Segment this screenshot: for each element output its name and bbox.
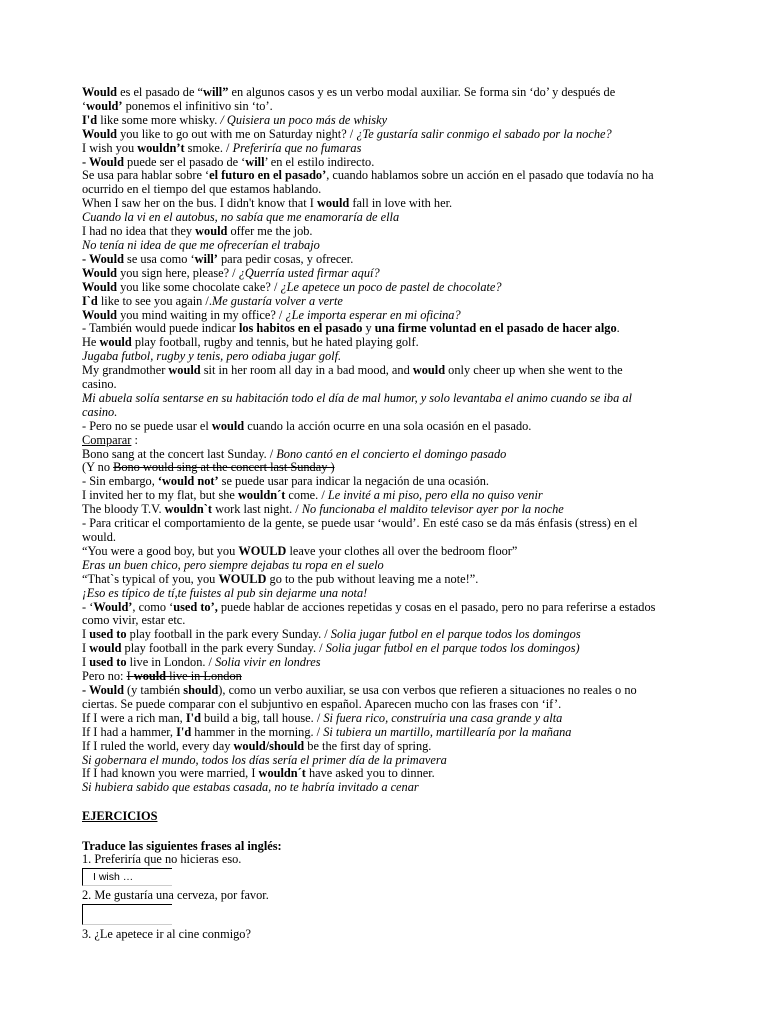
text-line [82,86,686,100]
text-span: you like some chocolate cake? / [117,279,281,294]
bold-span: would [99,335,132,350]
text-span: only cheer up when she went to the [445,363,623,378]
text-span: offer me the job. [227,224,313,239]
text-span: have asked you to dinner. [305,766,435,781]
italic-span: Jugaba futbol, rugby y tenis, pero odiaba jugar golf. [82,349,342,364]
text-span: go to the pub without leaving me a note!”. [266,571,479,586]
bold-span: Would’ [93,599,133,614]
answer-field-1[interactable]: I wish … [82,868,172,886]
text-line [82,309,686,323]
text-line [82,169,686,183]
bold-span: would [89,641,122,656]
text-span: hammer in the morning. / [191,724,324,739]
italic-span: Si hubiera sabido que estabas casada, no te habría invitado a cenar [82,780,419,795]
text-line [82,559,686,573]
text-line [82,712,686,726]
bold-span: would [211,418,245,433]
text-span: . [616,321,620,336]
text-span: My grandmother [82,363,169,378]
answer-field-2[interactable] [82,904,172,925]
bold-span: wouldn`t [164,502,212,517]
italic-span: casino. [82,404,118,419]
text-span: Pero no: [82,669,127,684]
text-line [82,128,686,142]
bold-span: Would [82,279,117,294]
italic-span: ¿Querría usted firmar aquí? [238,265,380,280]
text-line [82,267,686,281]
text-span: I [82,627,90,642]
bold-span: would’ [86,98,123,113]
text-span: I [82,655,90,670]
italic-span: Eras un buen chico, pero siempre dejabas tu ropa en el suelo [82,557,384,572]
text-span: “That`s typical of you, you [82,571,219,586]
bold-span: I'd [176,724,192,739]
text-span: se puede usar para indicar la negación de una ocasión. [218,474,490,489]
bold-span: I'd [185,710,201,725]
text-line [82,573,686,587]
bold-span: would [168,363,201,378]
italic-span: No funcionaba el maldito televisor ayer por la noche [301,502,564,517]
bold-span: una firme voluntad en el pasado de hacer algo [374,321,617,336]
text-span: “You were a good boy, but you [82,543,239,558]
text-line [82,420,686,434]
bold-span: will [245,154,265,169]
bold-span: would [195,224,228,239]
text-span: I invited her to my flat, but she [82,488,238,503]
strikethrough-span: Bono would sing at the concert last Sunday ) [113,460,335,475]
text-line [82,295,686,309]
exercise-prompt-1: 1. Preferiría que no hicieras eso. [82,852,242,867]
italic-span: / Quisiera un poco más de whisky [220,112,388,127]
bold-span: WOULD [238,543,287,558]
text-line [82,100,686,114]
text-line [82,670,686,684]
text-span: (Y no [82,460,114,475]
bold-span: ‘would not’ [157,474,219,489]
bold-span: used to [89,627,127,642]
text-span: I wish you [82,140,138,155]
bold-span: I'd [82,112,98,127]
text-span: like some more whisky. [97,112,221,127]
text-line [82,656,686,670]
italic-span: Solia vivir en londres [215,655,321,670]
bold-span: will’ [194,251,218,266]
bold-span: - Would [82,154,124,169]
italic-span: Cuando la vi en el autobus, no sabía que me enamoraría de ella [82,210,400,225]
text-span: smoke. / [184,140,233,155]
text-span: you mind waiting in my office? / [117,307,286,322]
text-line [82,392,686,406]
italic-span: No tenía ni idea de que me ofrecerían el trabajo [82,237,320,252]
text-span: es el pasado de “ [117,85,204,99]
text-line [82,378,686,392]
bold-span: would/should [233,738,305,753]
bold-span: Would [82,85,117,99]
text-span: you sign here, please? / [117,265,239,280]
text-line [82,434,686,448]
text-line [82,322,686,336]
text-line [82,364,686,378]
text-span: casino. [82,377,117,392]
italic-span: Le invité a mi piso, pero ella no quiso venir [327,488,543,503]
text-span: ), como un verbo auxiliar, se usa con verbos que refieren a situaciones no reales o no [218,682,637,697]
text-line [82,614,686,628]
italic-span: Si tubiera un martillo, martillearía por la mañana [323,724,572,739]
bold-span: wouldn´t [258,766,306,781]
text-span: se usa como ‘ [123,251,195,266]
bold-span: wouldn’t [137,140,185,155]
text-line [82,767,686,781]
italic-span: Mi abuela solía sentarse en su habitación todo el día de mal humor, y solo levantaba el animo cuando se iba al [82,390,632,405]
exercise-prompt-2: 2. Me gustaría una cerveza, por favor. [82,888,269,903]
text-span: would. [82,530,116,544]
bold-span: el futuro en el pasado’ [209,168,327,183]
text-span: puede ser el pasado de ‘ [123,154,246,169]
bold-span: would [133,669,167,684]
bold-span: los habitos en el pasado [238,321,363,336]
text-span: ‘ [82,98,87,113]
text-line [82,336,686,350]
text-line [82,684,686,698]
text-line [82,239,686,253]
text-line [82,475,686,489]
italic-span: ¿Te gustaría salir conmigo el sabado por la noche? [356,126,612,141]
text-span: - También would puede indicar [82,321,239,336]
text-span: play football in the park every Sunday. / [121,641,326,656]
italic-span: ¿Le importa esperar en mi oficina? [285,307,461,322]
text-line [82,698,686,712]
text-span: ciertas. Se puede comparar con el subjuntivo en español. Aparecen mucho con las frases con ‘if’. [82,696,562,711]
text-span: : [131,432,138,447]
text-span: Bono sang at the concert last Sunday. / [82,446,277,461]
text-span: build a big, tall house. / [200,710,324,725]
text-span: come. / [285,488,328,503]
text-line [82,197,686,211]
text-span: como vivir, estar etc. [82,613,186,628]
italic-span: ¡Eso es típico de tí,te fuistes al pub sin dejarme una nota! [82,585,368,600]
italic-span: Si fuera rico, construíria una casa grande y alta [323,710,563,725]
text-line [82,406,686,420]
bold-span: WOULD [218,571,267,586]
text-line [82,601,686,615]
text-span: ’ en el estilo indirecto. [264,154,375,169]
text-line [82,726,686,740]
text-span: like to see you again /. [97,293,212,308]
text-span: - Pero no se puede usar el [82,418,212,433]
italic-span: Solia jugar futbol en el parque todos los domingos) [325,641,580,656]
text-span: cuando la acción ocurre en una sola ocasión en el pasado. [244,418,532,433]
text-span: y [362,321,375,336]
text-line [82,503,686,517]
text-span: you like to go out with me on Saturday night? / [117,126,357,141]
text-line [82,754,686,768]
text-line [82,517,686,531]
bold-span: will” [203,85,229,99]
text-span: be the first day of spring. [304,738,432,753]
document-body [82,86,686,942]
text-line [82,225,686,239]
exercises-instruction: Traduce las siguientes frases al inglés: [82,839,282,854]
text-span: play football in the park every Sunday. / [126,627,331,642]
text-span: puede hablar de acciones repetidas y cosas en el pasado, pero no para referirse a estados [217,599,656,614]
text-span: When I saw her on the bus. I didn't know that I [82,196,317,211]
exercise-prompt-3: 3. ¿Le apetece ir al cine conmigo? [82,927,251,942]
text-span: fall in love with her. [349,196,453,211]
italic-span: ¿Le apetece un poco de pastel de chocolate? [280,279,502,294]
bold-span: should [183,682,219,697]
italic-span: Preferiría que no fumaras [232,140,362,155]
text-span: live in London. / [126,655,216,670]
text-span: Se usa para hablar sobre ‘ [82,168,210,183]
text-line [82,531,686,545]
underlined-span: Comparar [82,432,132,447]
italic-span: Me gustaría volver a verte [211,293,343,308]
strikethrough-span [127,669,242,683]
text-span: para pedir cosas, y ofrecer. [217,251,354,266]
text-span: , cuando hablamos sobre un acción en el pasado que todavía no ha [326,168,654,183]
text-line [82,642,686,656]
text-span: work last night. / [211,502,302,517]
text-span: - ‘ [82,599,94,614]
text-line [82,156,686,170]
bold-span: would [412,363,446,378]
text-span: I had no idea that they [82,224,196,239]
text-span: He [82,335,100,350]
text-span: - Sin embargo, [82,474,158,489]
text-span: If I were a rich man, [82,710,186,725]
text-line [82,545,686,559]
text-span: play football, rugby and tennis, but he hated playing golf. [131,335,419,350]
text-line [82,781,686,795]
text-span: - Para criticar el comportamiento de la gente, se puede usar ‘would’. En esté caso se da más énfasis (stress) en el [82,516,638,531]
text-span: If I ruled the world, every day [82,738,234,753]
italic-span: Bono cantó en el concierto el domingo pasado [276,446,507,461]
text-line [82,489,686,503]
italic-span: Solia jugar futbol en el parque todos los domingos [330,627,581,642]
text-line [82,740,686,754]
text-span: The bloody T.V. [82,502,165,517]
text-span: If I had a hammer, [82,724,177,739]
text-line [82,253,686,267]
text-span: ponemos el infinitivo sin ‘to’. [122,98,273,113]
text-span: en algunos casos y es un verbo modal auxiliar. Se forma sin ‘do’ y después de [228,85,616,99]
text-line [82,448,686,462]
text-span: , como ‘ [132,599,174,614]
text-line [82,142,686,156]
text-line [82,628,686,642]
text-span: I [82,641,90,656]
bold-span: used to [89,655,127,670]
bold-span: Would [82,126,117,141]
text-span: live in London [166,669,242,684]
bold-span: wouldn´t [237,488,286,503]
text-line [82,183,686,197]
bold-span: - Would [82,682,124,697]
bold-span: Would [82,265,117,280]
bold-span: I`d [82,293,98,308]
text-span: ocurrido en el tiempo del que estamos hablando. [82,182,322,197]
bold-span: used to’, [173,599,218,614]
text-span: (y también [123,682,184,697]
text-line [82,350,686,364]
text-span: If I had known you were married, I [82,766,259,781]
bold-span: would [317,196,350,211]
text-line [82,587,686,601]
text-span: I [126,669,134,684]
text-line [82,281,686,295]
text-span: leave your clothes all over the bedroom floor” [286,543,518,558]
bold-span: Would [82,307,117,322]
exercises-heading: EJERCICIOS [82,809,158,824]
text-line [82,461,686,475]
italic-span: Si gobernara el mundo, todos los días sería el primer día de la primavera [82,752,447,767]
bold-span: - Would [82,251,124,266]
text-line [82,211,686,225]
text-span: sit in her room all day in a bad mood, and [200,363,413,378]
text-line [82,114,686,128]
